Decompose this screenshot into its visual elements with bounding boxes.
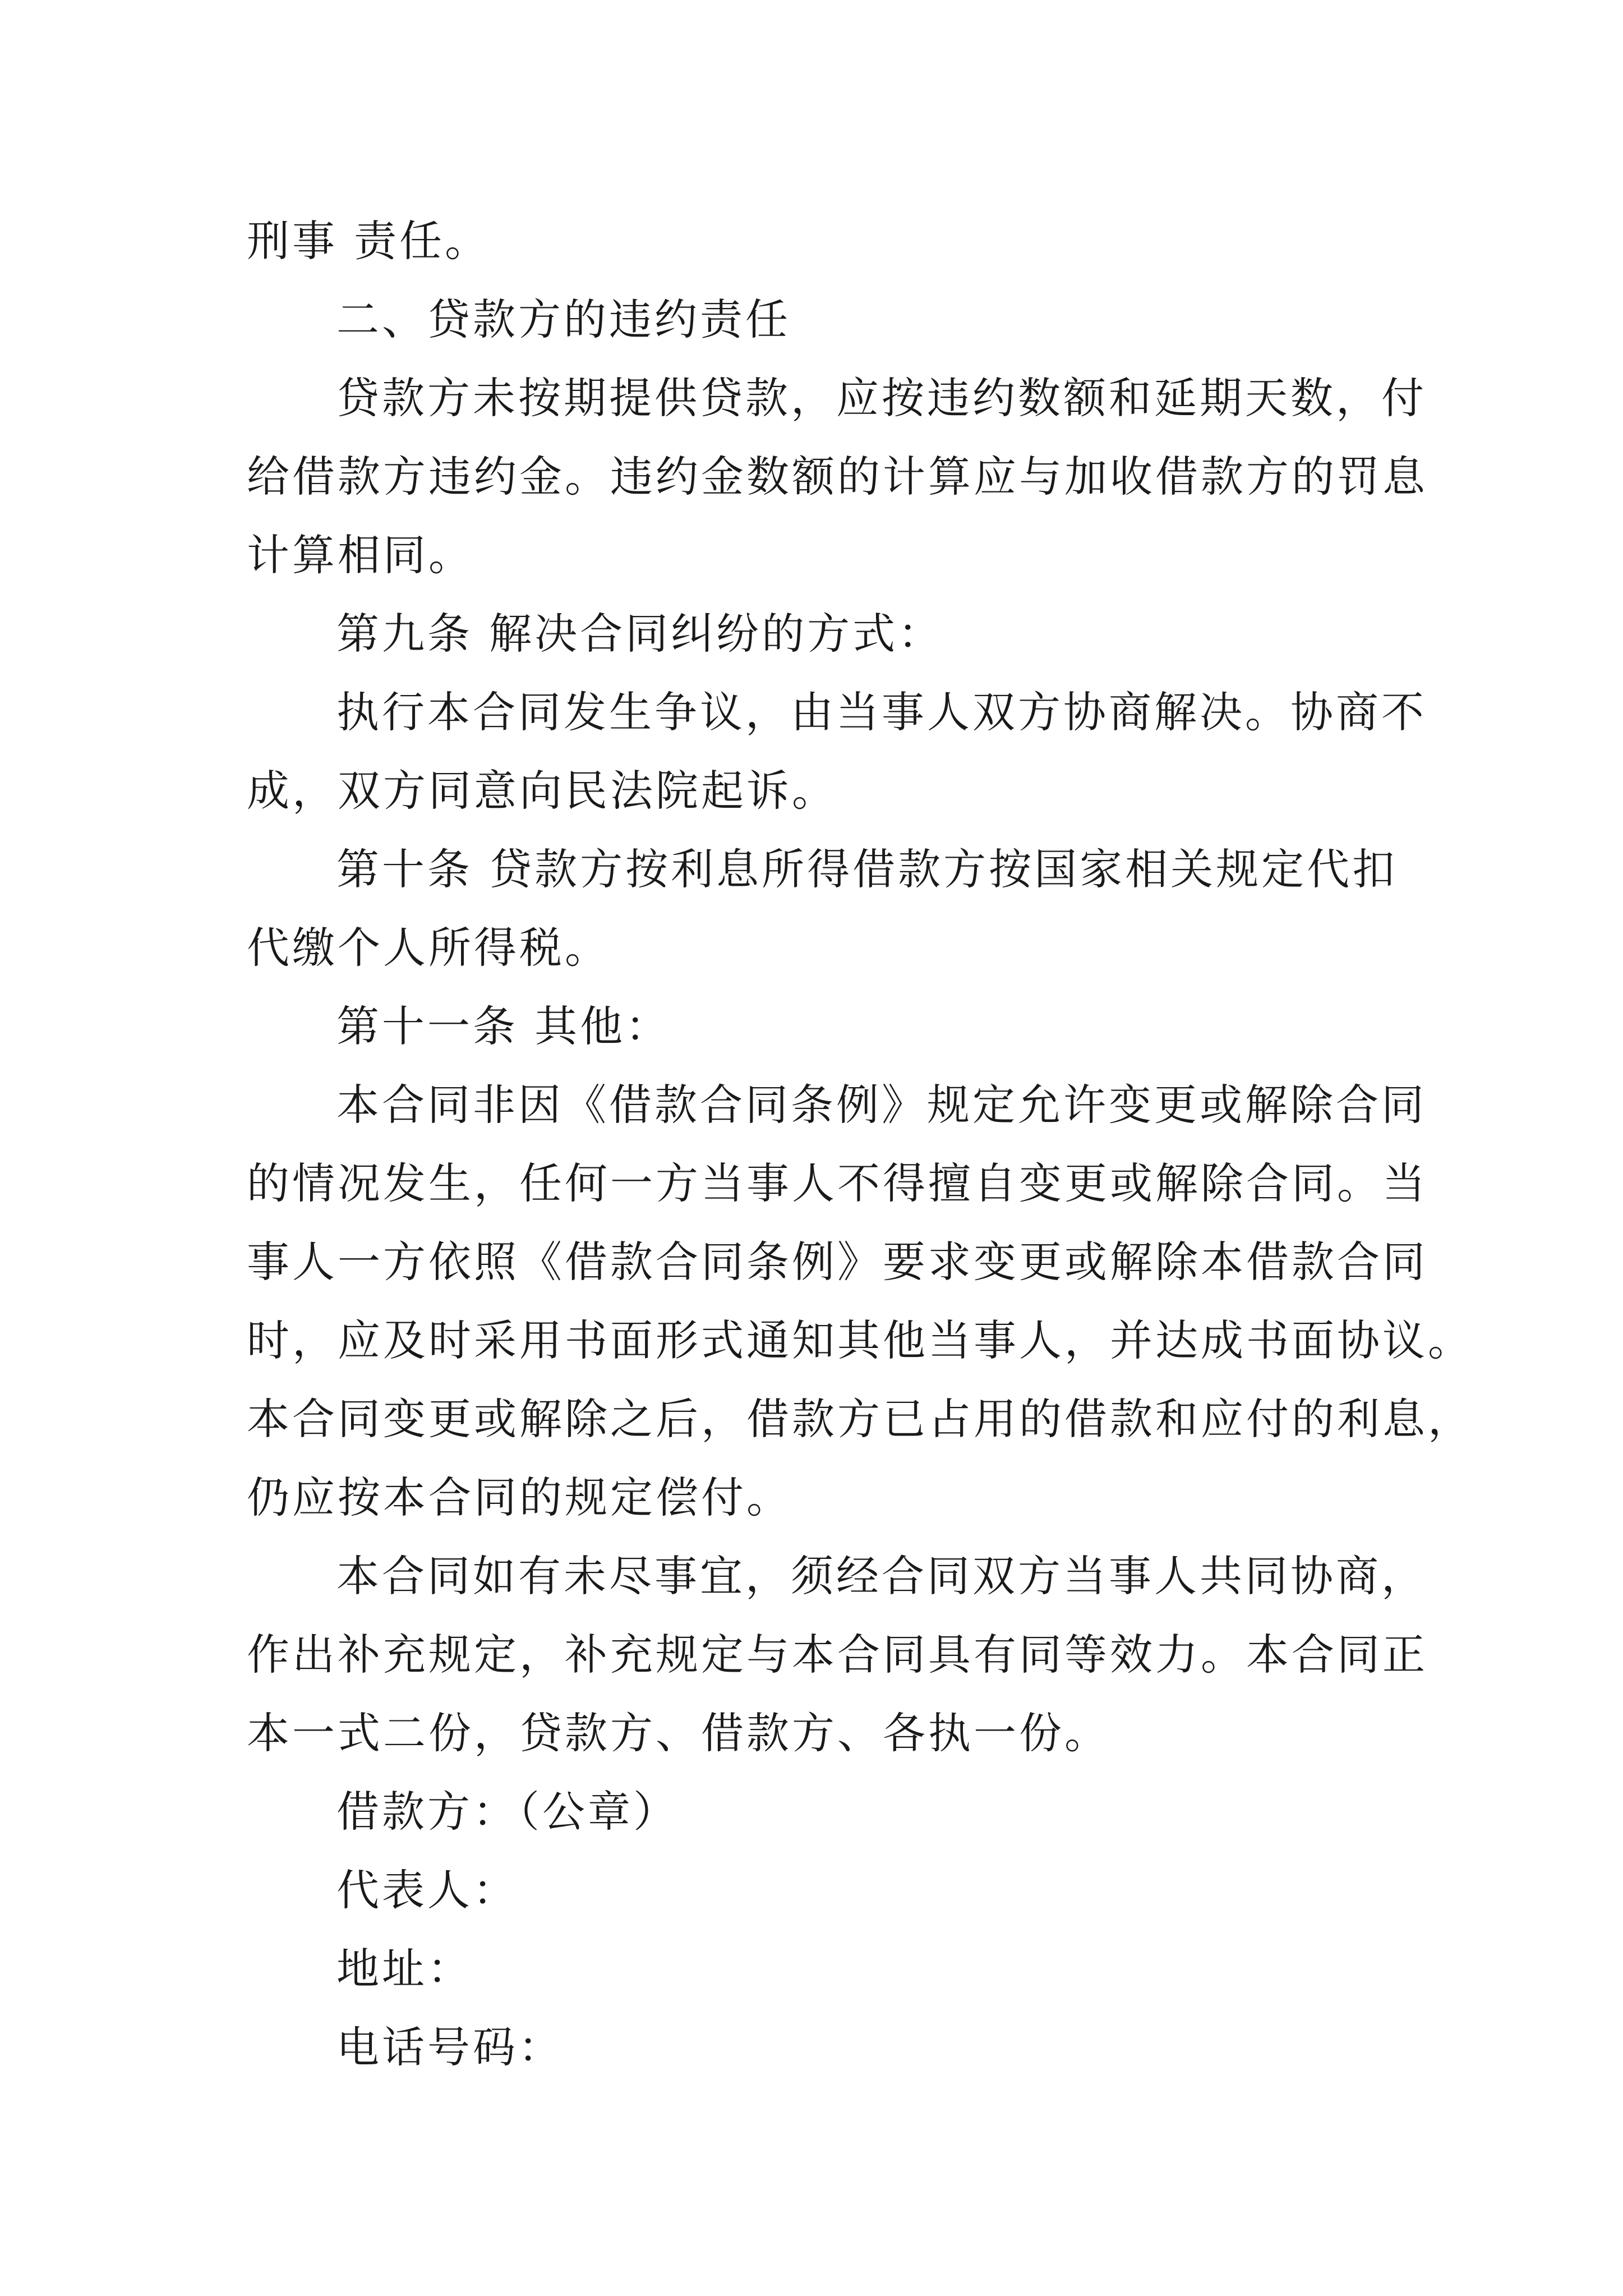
text-line: 刑事 责任。 xyxy=(247,216,491,266)
section-heading: 二、贷款方的违约责任 xyxy=(336,295,791,344)
signature-field-address: 地址： xyxy=(336,1944,473,1994)
article-heading: 第十条 贷款方按利息所得借款方按国家相关规定代扣 xyxy=(336,844,1398,894)
signature-field-phone: 电话号码： xyxy=(336,2022,564,2072)
text-line: 事人一方依照《借款合同条例》要求变更或解除本借款合同 xyxy=(247,1237,1428,1287)
text-line: 本合同非因《借款合同条例》规定允许变更或解除合同 xyxy=(336,1080,1427,1130)
text-line: 本一式二份，贷款方、借款方、各执一份。 xyxy=(247,1708,1110,1758)
text-line: 时，应及时采用书面形式通知其他当事人，并达成书面协议。 xyxy=(247,1315,1473,1365)
text-line: 代缴个人所得税。 xyxy=(247,923,610,973)
article-heading: 第十一条 其他： xyxy=(336,1001,671,1051)
text-line: 本合同变更或解除之后，借款方已占用的借款和应付的利息， xyxy=(247,1394,1473,1444)
text-line: 成，双方同意向民法院起诉。 xyxy=(247,766,837,816)
text-line: 的情况发生，任何一方当事人不得擅自变更或解除合同。当 xyxy=(247,1158,1428,1208)
signature-field-borrower: 借款方：（公章） xyxy=(336,1787,679,1837)
text-line: 本合同如有未尽事宜，须经合同双方当事人共同协商， xyxy=(336,1551,1427,1601)
text-line: 执行本合同发生争议，由当事人双方协商解决。协商不 xyxy=(336,687,1427,737)
text-line: 贷款方未按期提供贷款，应按违约数额和延期天数，付 xyxy=(336,373,1427,423)
signature-field-representative: 代表人： xyxy=(336,1865,518,1915)
text-line: 仍应按本合同的规定偿付。 xyxy=(247,1473,792,1522)
article-heading: 第九条 解决合同纠纷的方式： xyxy=(336,609,944,659)
text-line: 作出补充规定，补充规定与本合同具有同等效力。本合同正 xyxy=(247,1630,1428,1680)
text-line: 给借款方违约金。违约金数额的计算应与加收借款方的罚息 xyxy=(247,452,1428,501)
text-line: 计算相同。 xyxy=(247,530,474,580)
